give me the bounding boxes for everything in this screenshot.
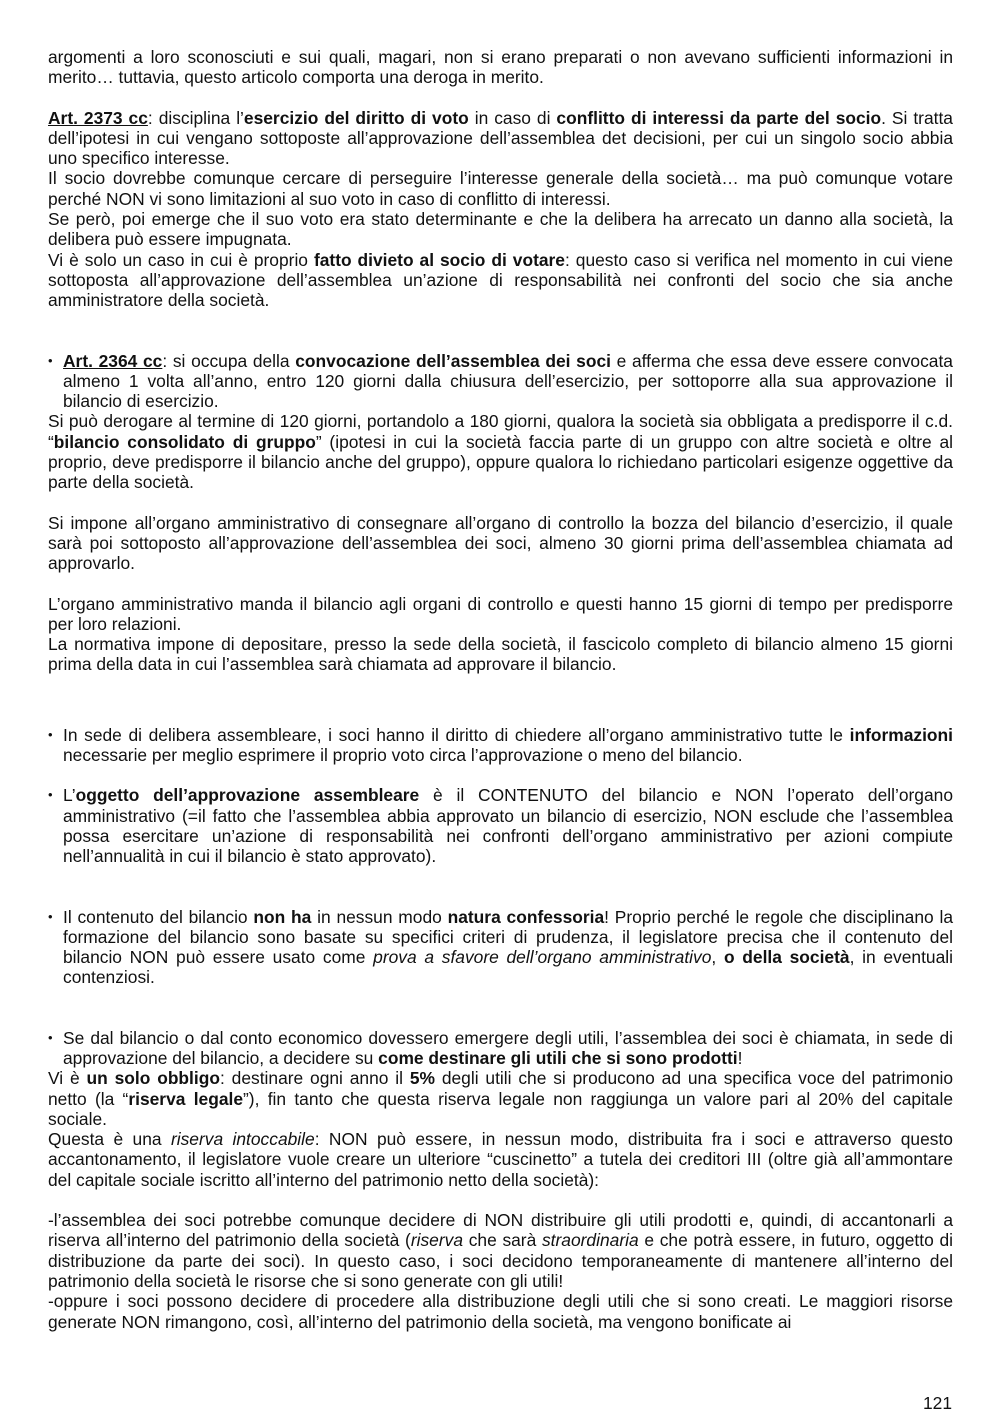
page-number: 121	[922, 1393, 952, 1413]
utili-paragraph-4: -l’assemblea dei soci potrebbe comunque decidere di NON distribuire gli utili prodotti e, quindi, di accantonarli a riserva all’interno del patrimonio della società (riserva che sarà straordinaria e che potrà essere, in futuro, oggetto di distribuzione da parte dei soci). In questo caso, i soci decidono temporaneamente di mantenere all’interno del patrimonio della società le risorse che si sono generate con gli utili!	[48, 1210, 953, 1291]
bullet-icon: •	[48, 787, 53, 803]
document-page	[48, 47, 953, 1332]
bullet-icon: •	[48, 908, 53, 924]
art-2364-reference: Art. 2364 cc	[63, 350, 163, 371]
bullet-icon: •	[48, 1029, 53, 1045]
art-2364-paragraph-5: La normativa impone di depositare, presso la sede della società, il fascicolo completo di bilancio almeno 15 giorni prima della data in cui l’assemblea sarà chiamata ad approvare il bilancio.	[48, 634, 953, 675]
intro-paragraph: argomenti a loro sconosciuti e sui quali, magari, non si erano preparati o non avevano sufficienti informazioni in merito… tuttavia, questo articolo comporta una deroga in merito.	[48, 47, 953, 88]
art-2364-paragraph-4: L’organo amministrativo manda il bilancio agli organi di controllo e questi hanno 15 giorni di tempo per predisporre per loro relazioni.	[48, 593, 953, 634]
art-2373-reference: Art. 2373 cc	[48, 107, 148, 128]
art-2364-bullet: • Art. 2364 cc: si occupa della convocazione dell’assemblea dei soci e afferma che essa deve essere convocata almeno 1 volta all’anno, entro 120 giorni dalla chiusura dell’esercizio, per sottoporre alla sua approvazione il bilancio di esercizio.	[48, 350, 953, 412]
utili-bullet: • Se dal bilancio o dal conto economico dovessero emergere degli utili, l’assemblea dei soci è chiamata, in sede di approvazione del bilancio, a decidere su come destinare gli utili che si sono prodotti!	[48, 1027, 953, 1068]
utili-paragraph-2: Vi è un solo obbligo: destinare ogni anno il 5% degli utili che si producono ad una specifica voce del patrimonio netto (la “riserva legale”), fin tanto che questa riserva legale non raggiunga un valore pari al 20% del capitale sociale.	[48, 1068, 954, 1129]
utili-paragraph-3: Questa è una riserva intoccabile: NON può essere, in nessun modo, distribuita fra i soci e attraverso questo accantonamento, il legislatore vuole creare un ulteriore “cuscinetto” a tutela dei creditori III (oltre già all’ammontare del capitale sociale iscritto all’interno del patrimonio netto della società):	[48, 1129, 953, 1190]
bullet-icon: •	[48, 352, 53, 368]
informazioni-bullet: • In sede di delibera assembleare, i soci hanno il diritto di chiedere all’organo amministrativo tutte le informazioni necessarie per meglio esprimere il proprio voto circa l’approvazione o meno del bilancio.	[48, 724, 953, 766]
oggetto-bullet: • L’oggetto dell’approvazione assembleare è il CONTENUTO del bilancio e NON l’operato dell’organo amministrativo (=il fatto che l’assemblea abbia approvato un bilancio di esercizio, NON esclude che l’assemblea possa esercitare un’azione di responsabilità nei confronti dell’organo amministrativo per azioni compiute nell’annualità in cui il bilancio è stato approvato).	[48, 785, 953, 867]
art-2364-paragraph-2: Si può derogare al termine di 120 giorni, portandolo a 180 giorni, qualora la società sia obbligata a predisporre il c.d. “bilancio consolidato di gruppo” (ipotesi in cui la società faccia parte di un gruppo con altre società e oltre al proprio, deve predisporre il bilancio anche del gruppo), oppure qualora lo richiedano particolari esigenze oggettive da parte della società.	[48, 411, 953, 493]
bullet-icon: •	[48, 726, 53, 742]
art-2373-paragraph-2: Il socio dovrebbe comunque cercare di perseguire l’interesse generale della società… ma può comunque votare perché NON vi sono limitazioni al suo voto in caso di conflitto di interessi.	[48, 168, 953, 209]
art-2373-paragraph-4: Vi è solo un caso in cui è proprio fatto divieto al socio di votare: questo caso si verifica nel momento in cui viene sottoposta all’approvazione dell’assemblea un’azione di responsabilità nei confronti del socio che sia anche amministratore della società.	[48, 249, 954, 311]
art-2373-paragraph: Art. 2373 cc: disciplina l’esercizio del diritto di voto in caso di conflitto di interessi da parte del socio. Si tratta dell’ipotesi in cui vengano sottoposte all’approvazione dell’assemblea det decisioni, per cui un singolo socio abbia uno specifico interesse.	[48, 107, 953, 169]
contenuto-bullet: • Il contenuto del bilancio non ha in nessun modo natura confessoria! Proprio perché le regole che disciplinano la formazione del bilancio sono basate su specifici criteri di prudenza, il legislatore precisa che il contenuto del bilancio NON può essere usato come prova a sfavore dell’organo amministrativo, o della società, in eventuali contenziosi.	[48, 906, 954, 988]
art-2364-paragraph-3: Si impone all’organo amministrativo di consegnare all’organo di controllo la bozza del bilancio d’esercizio, il quale sarà poi sottoposto all’approvazione dell’assemblea dei soci, almeno 30 giorni prima dell’assemblea chiamata ad approvarlo.	[48, 512, 953, 574]
art-2373-paragraph-3: Se però, poi emerge che il suo voto era stato determinante e che la delibera ha arrecato un danno alla società, la delibera può essere impugnata.	[48, 209, 953, 250]
utili-paragraph-5: -oppure i soci possono decidere di procedere alla distribuzione degli utili che si sono creati. Le maggiori risorse generate NON rimangono, così, all’interno del patrimonio della società, ma vengono bonificate ai	[48, 1291, 953, 1332]
